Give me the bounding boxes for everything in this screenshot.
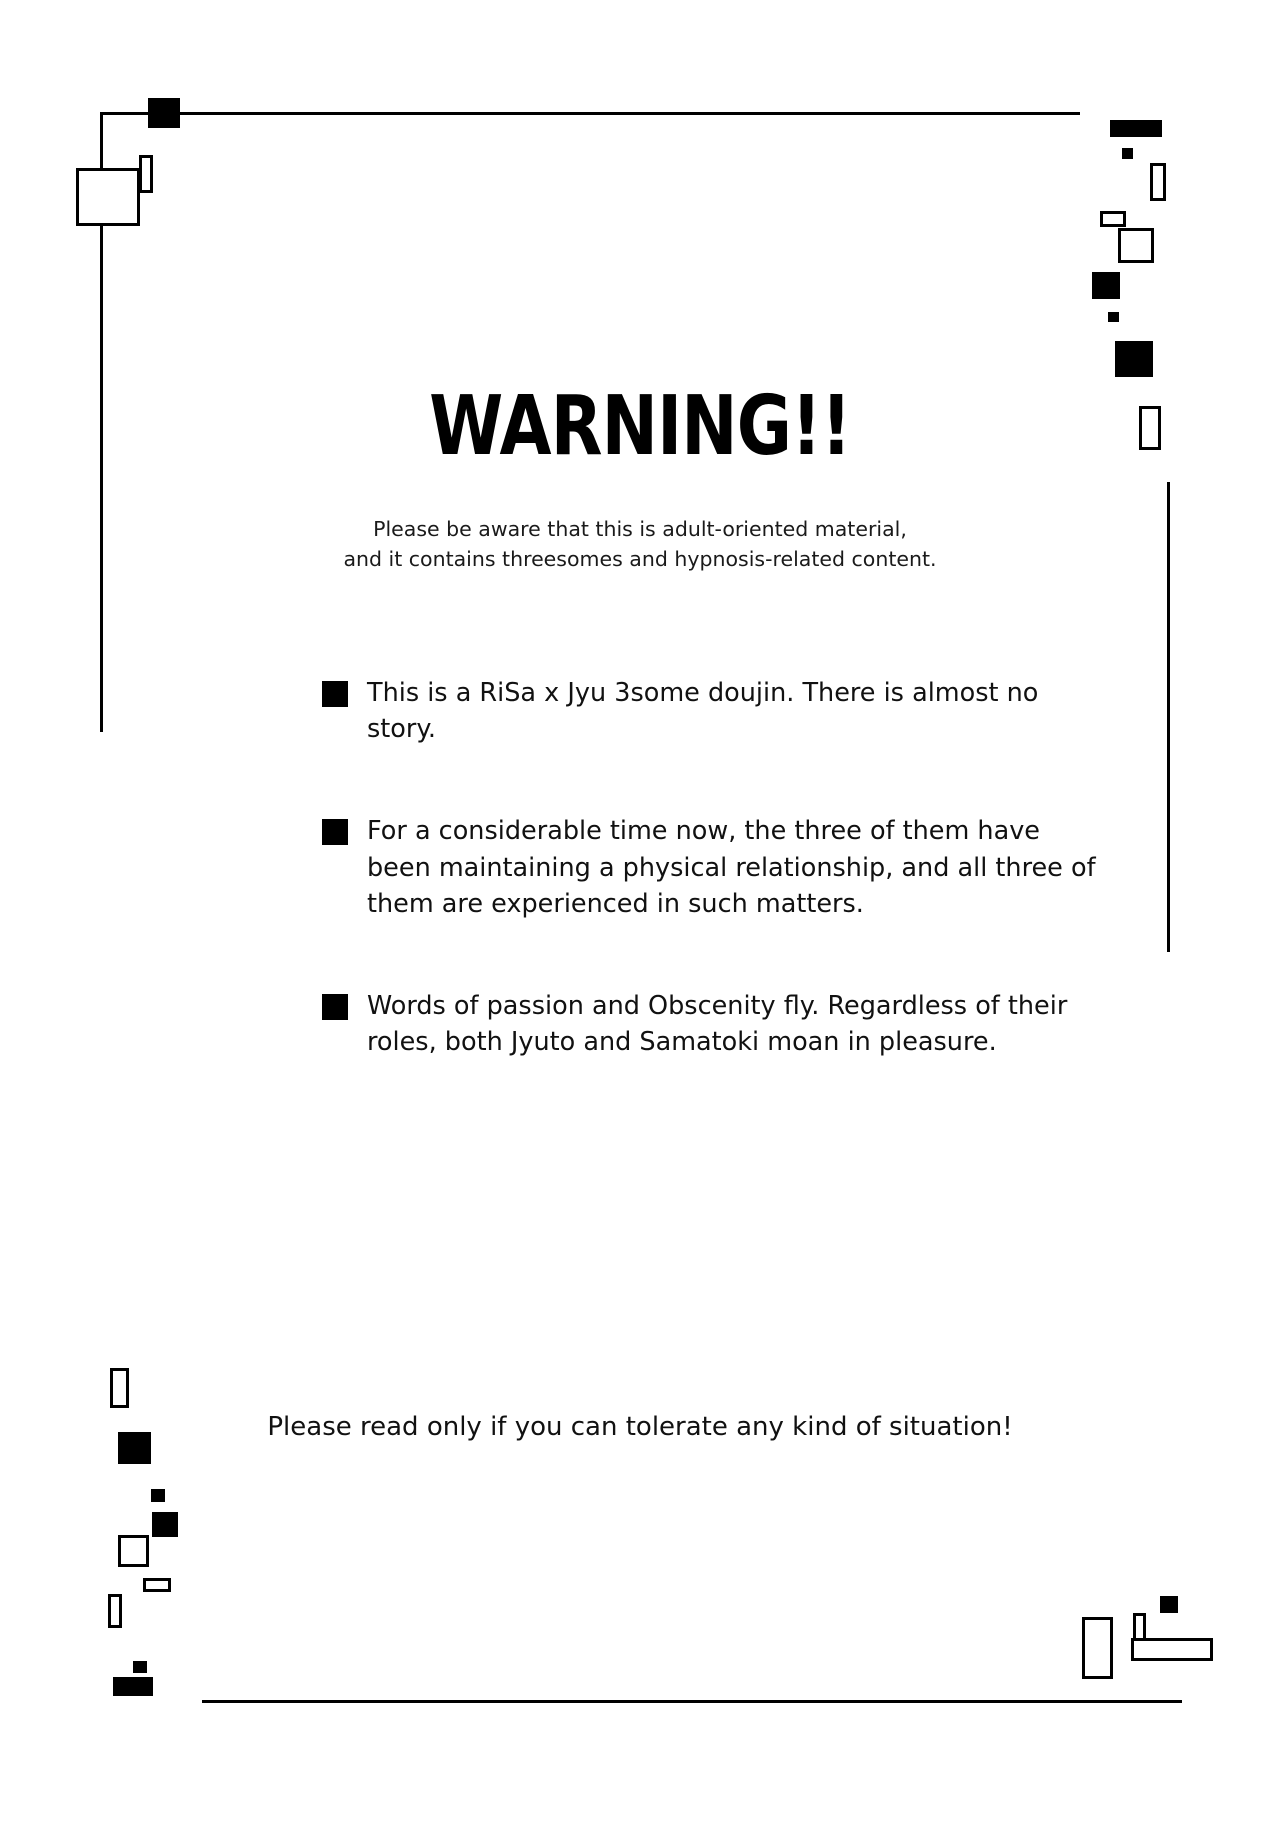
deco-square-hollow <box>76 168 140 226</box>
deco-rect-hollow <box>110 1368 129 1408</box>
frame-line-top <box>100 112 1080 115</box>
closing-statement: Please read only if you can tolerate any kind of situation! <box>267 1412 1013 1442</box>
deco-square-solid <box>1115 341 1153 377</box>
square-bullet-icon <box>322 819 348 845</box>
deco-square-hollow <box>118 1535 149 1567</box>
warning-subtitle-line-1: Please be aware that this is adult-oriented material, <box>373 517 907 541</box>
deco-rect-hollow <box>143 1578 171 1592</box>
deco-rect-hollow <box>1150 163 1166 201</box>
deco-square-hollow <box>1118 228 1154 263</box>
square-bullet-icon <box>322 681 348 707</box>
deco-dot-solid <box>1160 1596 1178 1613</box>
deco-dot-solid <box>1108 312 1119 322</box>
list-item-text: For a considerable time now, the three of them have been maintaining a physical relationship, and all three of them are experienced in such matters. <box>367 816 1096 919</box>
deco-bar-solid <box>113 1677 153 1696</box>
deco-dot-solid <box>151 1489 165 1502</box>
frame-line-bottom <box>202 1700 1182 1703</box>
list-item-text: This is a RiSa x Jyu 3some doujin. There is almost no story. <box>367 678 1039 745</box>
deco-rect-hollow <box>139 155 153 193</box>
list-item-text: Words of passion and Obscenity fly. Regardless of their roles, both Jyuto and Samatoki moan in pleasure. <box>367 991 1068 1058</box>
deco-square-solid <box>152 1512 178 1537</box>
list-item <box>322 675 1102 747</box>
deco-dot-solid <box>133 1661 147 1673</box>
deco-bar-hollow <box>1131 1638 1213 1661</box>
page-title: WARNING!! <box>429 379 851 474</box>
deco-rect-hollow <box>108 1594 122 1628</box>
deco-rect-hollow <box>1100 211 1126 227</box>
warning-subtitle-line-2: and it contains threesomes and hypnosis-related content. <box>343 546 937 571</box>
warning-bullet-list <box>322 675 1102 1060</box>
deco-dot-solid <box>1122 148 1133 159</box>
deco-square-solid <box>1092 272 1120 299</box>
square-bullet-icon <box>322 994 348 1020</box>
deco-rect-hollow <box>1082 1617 1113 1679</box>
warning-subtitle <box>0 515 1280 574</box>
deco-bar-solid <box>1110 120 1162 137</box>
list-item <box>322 813 1102 922</box>
deco-square-solid <box>148 98 180 128</box>
list-item <box>322 988 1102 1060</box>
